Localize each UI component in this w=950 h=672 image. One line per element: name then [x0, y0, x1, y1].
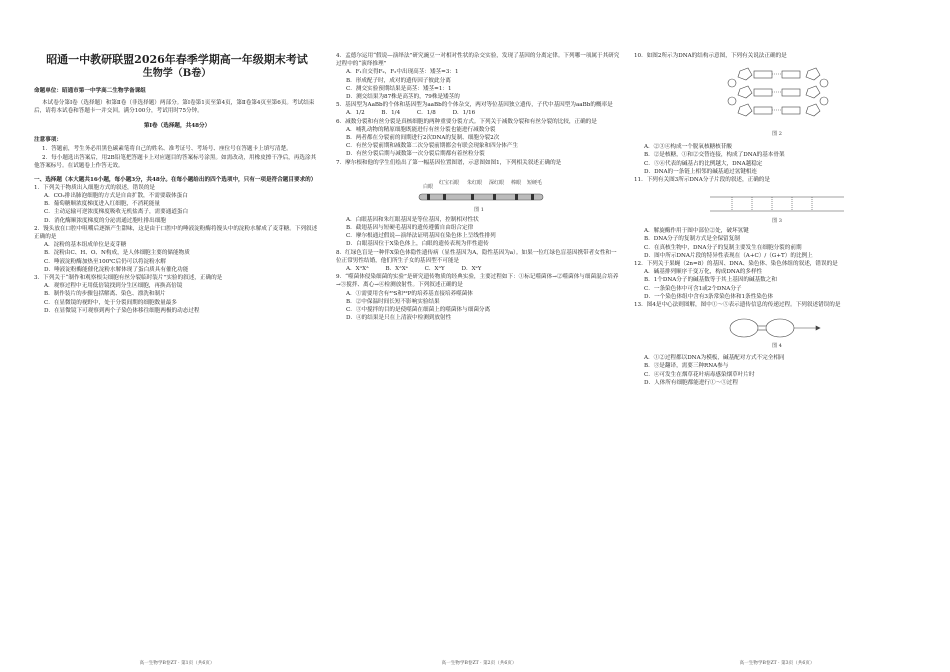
option: A．观察过程中无用低倍镜找到分生区细胞，再换高倍镜	[44, 283, 183, 290]
figure-caption: 图 3	[772, 218, 782, 225]
exam-subtitle: 生物学（B卷）	[142, 68, 212, 79]
dna-fragment-figure	[702, 187, 852, 225]
option: A．CO₂排出肺泡细胞的方式是自由扩散，不需要载体蛋白	[44, 193, 188, 200]
question-stem: 5．基因型为AaBb的个体和基因型为aaBb的个体杂交，两对等位基因独立遗传，子代中基因型为aaBb的概率是	[336, 102, 613, 109]
option: B．1个DNA分子的碱基数等于其上基因的碱基数之和	[644, 277, 777, 284]
question-11	[634, 176, 920, 260]
gene-label: 白眼	[423, 183, 434, 190]
intro-paragraph: 本试卷分第Ⅰ卷（选择题）和第Ⅱ卷（非选择题）两部分。第Ⅰ卷第1页至第4页，第Ⅱ卷第4页至第6页。考试结束后，请将本试卷和答题卡一并交回。满分100分，考试用时75分钟。	[34, 100, 315, 115]
question-stem: 7．摩尔根和他的学生们绘出了第一幅基因位置图谱，示意图如图1，下列相关叙述正确的是	[336, 159, 562, 166]
gene-label: 棒眼	[511, 179, 522, 186]
part1-title: 第Ⅰ卷（选择题，共48分）	[143, 122, 211, 129]
column-2	[336, 52, 622, 322]
figure-caption: 图 1	[474, 206, 484, 213]
base-box	[754, 107, 772, 114]
page-footer: 高一生物学B卷ZT · 第3页（共6页）	[739, 661, 815, 666]
sugar-ring	[738, 104, 752, 116]
question-12	[634, 260, 920, 301]
base-box	[782, 71, 800, 78]
option: D．在显微镜下可观察到两个子染色体移往细胞两极的动态过程	[44, 307, 200, 314]
dna-structure-figure	[722, 63, 832, 141]
question-6	[336, 118, 622, 159]
option: B．制作装片的步骤包括解离、染色、漂洗和制片	[44, 291, 166, 298]
option: C．③中搅拌的目的是使噬菌在细菌上的噬菌体与细菌分离	[346, 307, 491, 314]
exam-title: 昭通一中教研联盟2026年春季学期高一年级期末考试	[46, 53, 308, 66]
sugar-ring	[806, 86, 820, 98]
question-2	[34, 225, 320, 274]
page-footer: 高一生物学B卷ZT · 第1页（共6页）	[139, 661, 215, 666]
question-7	[336, 159, 622, 249]
option: C．⑤⑥代表的碱基占的比例越大，DNA越稳定	[644, 160, 763, 167]
option: C．有丝分裂前期和减数第二次分裂前期都会有联会现象和四分体产生	[346, 143, 519, 150]
option: A．淀粉的基本组成单位是麦芽糖	[44, 242, 127, 249]
central-dogma-figure	[722, 312, 832, 352]
question-stem: 2．馒头放在口腔中咀嚼后逐渐产生甜味，这是由于口腔中的唾液淀粉酶将馒头中的淀粉水解成了麦芽糖。下列叙述正确的是	[34, 225, 318, 241]
question-stem: 3．下列关于“制作和观察根尖细胞有丝分裂临时装片”实验的叙述，正确的是	[34, 275, 223, 282]
setter-line: 命题单位：昭通市第一中学高二生物学备课组	[34, 88, 146, 94]
option: B．两者都在分裂前的间期进行2次DNA的复制、细胞分裂2次	[346, 135, 500, 142]
option: B．②是核糖，①和②交替连接，构成了DNA的基本骨架	[644, 152, 785, 159]
rna-node	[766, 319, 794, 337]
figure-caption: 图 2	[772, 131, 782, 138]
option: D．唾液淀粉酶能催化淀粉水解体现了蛋白质具有催化功能	[44, 266, 189, 273]
base-box	[782, 107, 800, 114]
option: C．④可发生在烟草花叶病毒感染烟草叶片时	[644, 371, 755, 378]
option: C．在显微镜的视野中，处于分裂间期的细胞数量最多	[44, 299, 177, 306]
option: A．①需要用含有³⁵S和³²P的培养基直接培养噬菌体	[346, 290, 473, 297]
option: D．消化酶顺浓度梯度的分泌需通过胞吐排出细胞	[44, 217, 166, 224]
option: A．1/2 B．1/4 C．1/8 D．1/16	[346, 110, 476, 117]
base-box	[754, 71, 772, 78]
option: A．白眼基因和朱红眼基因是等位基因，控制相对性状	[346, 216, 479, 223]
sugar-ring	[806, 68, 820, 80]
option: A．②③④构成一个脱氧核糖核苷酸	[644, 144, 732, 151]
option: A．①②过程都以DNA为模板，碱基配对方式不完全相同	[644, 355, 785, 362]
sugar-ring	[806, 104, 820, 116]
option: D．白眼基因位于X染色体上，白眼的遗传表现为伴性遗传	[346, 241, 489, 248]
option: B．截翅基因与短硬毛基因的遗传遵循自由组合定律	[346, 225, 474, 232]
option: A．碱基排列顺序千变万化，构成DNA的多样性	[644, 269, 763, 276]
mc-header: 一、选择题（本大题共16小题，每小题3分，共48分。在每小题给出的四个选项中，只有一项是符合题目要求的）	[34, 176, 317, 183]
option: C．一条染色体中可含1或2个DNA分子	[644, 285, 742, 292]
phosphate-circle	[728, 79, 736, 87]
gene-band	[531, 194, 534, 200]
phosphate-circle	[820, 79, 828, 87]
chromosome-bar	[419, 194, 543, 200]
sugar-ring	[738, 86, 752, 98]
option: D．有丝分裂后期与减数第一次分裂后期都有着丝粒分裂	[346, 151, 485, 158]
question-stem: 1．下列关于物质出入细胞方式的叙述，错误的是	[34, 184, 156, 191]
option: C．唾液淀粉酶加热至100℃后仍可以将淀粉水解	[44, 258, 166, 265]
base-box	[754, 89, 772, 96]
column-3	[634, 52, 920, 387]
question-1	[34, 184, 320, 225]
chromosome-gene-map-figure	[409, 170, 549, 214]
option: B．葡萄糖顺浓度梯度进入红细胞，不消耗能量	[44, 201, 160, 208]
question-stem: 6．减数分裂和有丝分裂是真核细胞的两种重要分裂方式。下列关于减数分裂和有丝分裂的比较，正确的是	[336, 118, 597, 125]
option: A．解旋酶作用于图中部位②处，破坏氢键	[644, 228, 749, 235]
arrowhead	[816, 326, 820, 330]
option: A．哺乳动物的精原细胞既能进行有丝分裂也能进行减数分裂	[346, 126, 496, 133]
option: C．主动运输可逆浓度梯度吸收无机盐离子，需要通道蛋白	[44, 209, 189, 216]
question-stem: 8．红绿色盲是一种伴X染色体隐性遗传病（显性基因为A，隐性基因为a）。如果一位红绿色盲基因携带者女性和一位正常男性结婚，他们所生子女的基因型不可能是	[336, 249, 617, 264]
dna-node	[730, 319, 758, 337]
option: A．F₁自交得F₂，F₂中出现高茎：矮茎=3：1	[346, 69, 459, 76]
question-9	[336, 273, 622, 322]
question-stem: 13．图4是中心法则图解，图中①～⑤表示遗传信息的传递过程。下列叙述错误的是	[634, 302, 841, 309]
question-13	[634, 301, 920, 387]
gene-label: 红宝石眼	[439, 179, 460, 186]
page-footer: 高一生物学B卷ZT · 第2页（共6页）	[441, 661, 517, 666]
phosphate-circle	[820, 97, 828, 105]
column-1	[34, 52, 320, 315]
gene-label: 深红眼	[489, 179, 505, 186]
question-stem: 11．下列有关图3所示DNA分子片段的叙述，正确的是	[634, 177, 770, 184]
option: D．人体所有细胞都能进行①～⑤过程	[644, 379, 738, 386]
gene-band	[471, 194, 474, 200]
option: D．DNA的一条链上相邻的碱基通过氢键相连	[644, 168, 757, 175]
gene-label: 短硬毛	[527, 179, 543, 186]
option: D．④的结果是只在上清液中检测到放射性	[346, 315, 452, 322]
option: B．DNA分子的复制方式是全保留复制	[644, 236, 740, 243]
option: D．图中所示DNA片段的特异性表现在（A+C）/（G+T）的比例上	[644, 252, 813, 259]
question-stem: 4．孟德尔运用“假说—演绎法”研究豌豆一对相对性状的杂交实验，发现了基因的分离定律。下列哪一项属于其研究过程中的“演绎推理”	[336, 53, 620, 68]
question-10	[634, 52, 920, 176]
phosphate-circle	[728, 97, 736, 105]
option: D．测交结果为87株是高茎的，79株是矮茎的	[346, 94, 460, 101]
option: B．形成配子时，成对的遗传因子彼此分离	[346, 77, 451, 84]
option: C．测交实验预期结果是高茎：矮茎=1：1	[346, 85, 452, 92]
gene-band	[427, 194, 430, 200]
note-item: 2．每小题选出答案后，用2B铅笔把答题卡上对应题目的答案标号涂黑。如需改动，用橡皮擦干净后，再选涂其他答案标号。在试题卷上作答无效。	[34, 155, 317, 170]
gene-label: 朱红眼	[467, 179, 483, 186]
option: B．③是翻译，需要三种RNA参与	[644, 363, 729, 370]
option: B．②中保温时间长短不影响实验结果	[346, 298, 440, 305]
option: B．淀粉由C、H、O、N构成，是人体细胞主要的储能物质	[44, 250, 190, 257]
option: C．摩尔根通过假说—演绎法证明基因在染色体上呈线性排列	[346, 233, 496, 240]
figure-caption: 图 4	[772, 343, 782, 350]
option: D．一个染色体组中含有3条常染色体和1条性染色体	[644, 293, 774, 300]
gene-band	[493, 194, 496, 200]
question-5	[336, 101, 622, 117]
gene-band	[443, 194, 446, 200]
question-stem: 12．下列关于果蝇（2n=8）的基因、DNA、染色体、染色体组的叙述，错误的是	[634, 261, 838, 268]
question-4	[336, 52, 622, 101]
option: C．在真核生物中，DNA分子的复制主要发生在细胞分裂的前期	[644, 244, 802, 251]
gene-band	[515, 194, 518, 200]
note-item: 1．答题前，考生务必用黑色碳素笔将自己的姓名、准考证号、考场号、座位号在答题卡上填写清楚。	[42, 146, 292, 153]
notes-title: 注意事项：	[34, 136, 62, 143]
question-stem: 9．“噬菌体侵染细菌的实验”是研究遗传物质的经典实验，主要过程如下：①标记噬菌体→②噬菌体与细菌混合培养→③搅拌、离心→④检测放射性。下列叙述正确的是	[336, 274, 619, 289]
sugar-ring	[738, 68, 752, 80]
question-8	[336, 249, 622, 274]
question-3	[34, 274, 320, 315]
base-box	[782, 89, 800, 96]
question-stem: 10．如图2所示为DNA的结构示意图，下列有关说法正确的是	[634, 53, 787, 59]
option: A．XᴬXᴬ B．XᴬXᵃ C．XᴬY D．XᵃY	[346, 266, 482, 273]
